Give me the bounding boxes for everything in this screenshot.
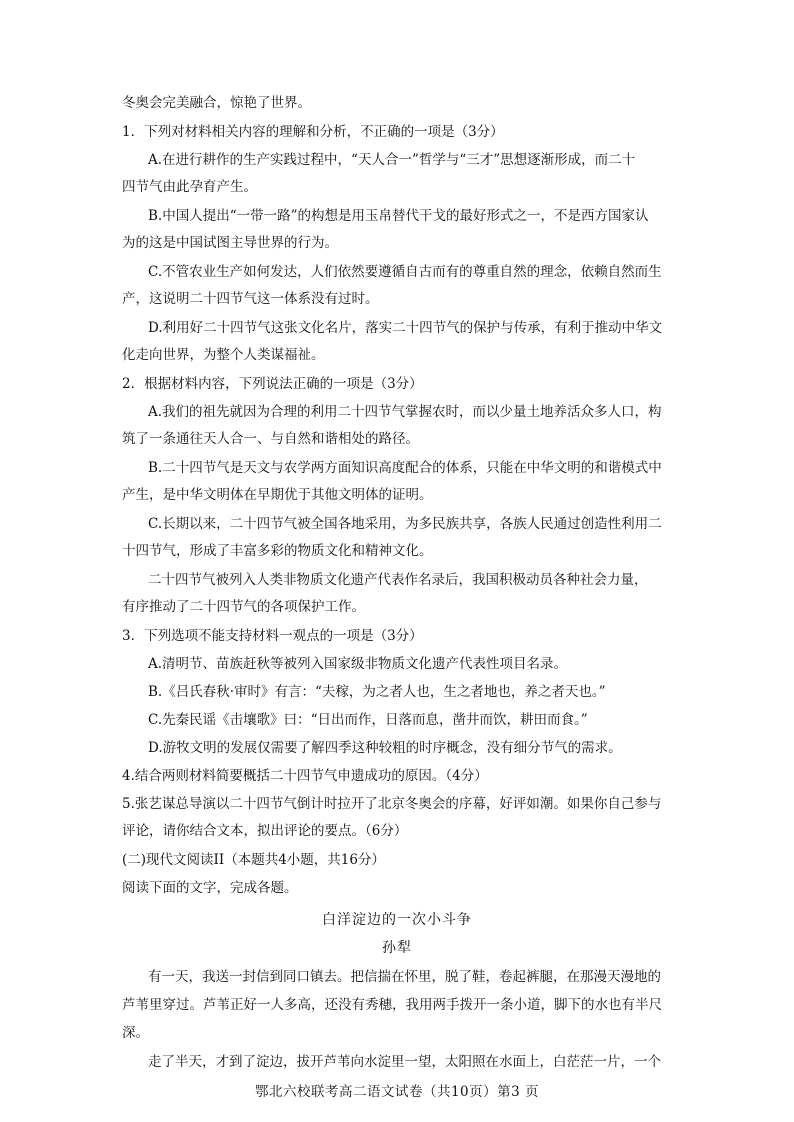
q2-option-c-line2: 十四节气，形成了丰富多彩的物质文化和精神文化。 (122, 543, 433, 559)
q1-option-d-line2: 化走向世界，为整个人类谋福祉。 (122, 347, 325, 363)
section-heading: (二)现代文阅读II（本题共4小题，共16分） (122, 852, 385, 868)
question-3-stem: 3．下列选项不能支持材料一观点的一项是（3分） (122, 628, 423, 644)
question-5-line2: 评论，请你结合文本，拟出评论的要点。（6分） (122, 823, 408, 839)
question-4: 4.结合两则材料简要概括二十四节气申遗成功的原因。（4分） (122, 768, 488, 784)
q1-option-c-line1: C.不管农业生产如何发达，人们依然要遵循自古而有的尊重自然的理念，依赖自然而生 (148, 264, 662, 280)
q1-option-d-line1: D.利用好二十四节气这张文化名片，落实二十四节气的保护与传承，有利于推动中华文 (148, 320, 663, 336)
q1-option-b-line2: 为的这是中国试图主导世界的行为。 (122, 235, 338, 251)
q2-option-a-line1: A.我们的祖先就因为合理的利用二十四节气掌握农时，而以少量土地养活众多人口，构 (148, 404, 662, 420)
story-paragraph-1-line1: 有一天，我送一封信到同口镇去。把信揣在怀里，脱了鞋，卷起裤腿，在那漫天漫地的 (148, 969, 661, 985)
story-author: 孙犁 (382, 940, 412, 956)
q2-option-c-line1: C.长期以来，二十四节气被全国各地采用，为多民族共享，各族人民通过创造性利用二 (148, 516, 662, 532)
q2-option-b-line1: B.二十四节气是天文与农学两方面知识高度配合的体系，只能在中华文明的和谐模式中 (148, 460, 662, 476)
q1-option-a-line2: 四节气由此孕育产生。 (122, 179, 257, 195)
story-title: 白洋淀边的一次小斗争 (322, 912, 472, 928)
q3-option-a: A.清明节、苗族赶秋等被列入国家级非物质文化遗产代表性项目名录。 (148, 656, 568, 672)
q2-option-a-line2: 筑了一条通往天人合一、与自然和谐相处的路径。 (122, 431, 419, 447)
q1-option-c-line2: 产，这说明二十四节气这一体系没有过时。 (122, 291, 379, 307)
q3-option-c: C.先秦民谣《击壤歌》曰：“日出而作，日落而息，凿井而饮，耕田而食。” (148, 712, 588, 728)
q2-option-d-line1: 二十四节气被列入人类非物质文化遗产代表作名录后，我国积极动员各种社会力量， (148, 572, 648, 588)
story-paragraph-1-line3: 深。 (122, 1025, 149, 1041)
q2-option-b-line2: 产生，是中华文明体在早期优于其他文明体的证明。 (122, 487, 433, 503)
q2-option-d-line2: 有序推动了二十四节气的各项保护工作。 (122, 599, 365, 615)
story-paragraph-2-line1: 走了半天，才到了淀边，拔开芦苇向水淀里一望，太阳照在水面上，白茫茫一片，一个 (148, 1054, 661, 1070)
q3-option-d: D.游牧文明的发展仅需要了解四季这种较粗的时序概念，没有细分节气的需求。 (148, 740, 622, 756)
question-2-stem: 2．根据材料内容，下列说法正确的一项是（3分） (122, 376, 423, 392)
question-5-line1: 5.张艺谋总导演以二十四节气倒计时拉开了北京冬奥会的序幕，好评如潮。如果你自己参与 (122, 796, 662, 812)
story-paragraph-1-line2: 芦苇里穿过。芦苇正好一人多高，还没有秀穗，我用两手拨开一条小道，脚下的水也有半尺 (122, 997, 662, 1013)
passage-ending-line: 冬奥会完美融合，惊艳了世界。 (122, 95, 311, 111)
page-footer: 鄂北六校联考高二语文试卷（共10页）第3 页 (254, 1084, 540, 1100)
q3-option-b: B.《吕氏春秋·审时》有言：“夫稼，为之者人也，生之者地也，养之者天也。” (148, 684, 606, 700)
q1-option-b-line1: B.中国人提出“一带一路”的构想是用玉帛替代干戈的最好形式之一，不是西方国家认 (148, 208, 649, 224)
section-instruction: 阅读下面的文字，完成各题。 (122, 880, 298, 896)
q1-option-a-line1: A.在进行耕作的生产实践过程中，“天人合一”哲学与“三才”思想逐渐形成，而二十 (148, 152, 636, 168)
question-1-stem: 1．下列对材料相关内容的理解和分析，不正确的一项是（3分） (122, 124, 504, 140)
